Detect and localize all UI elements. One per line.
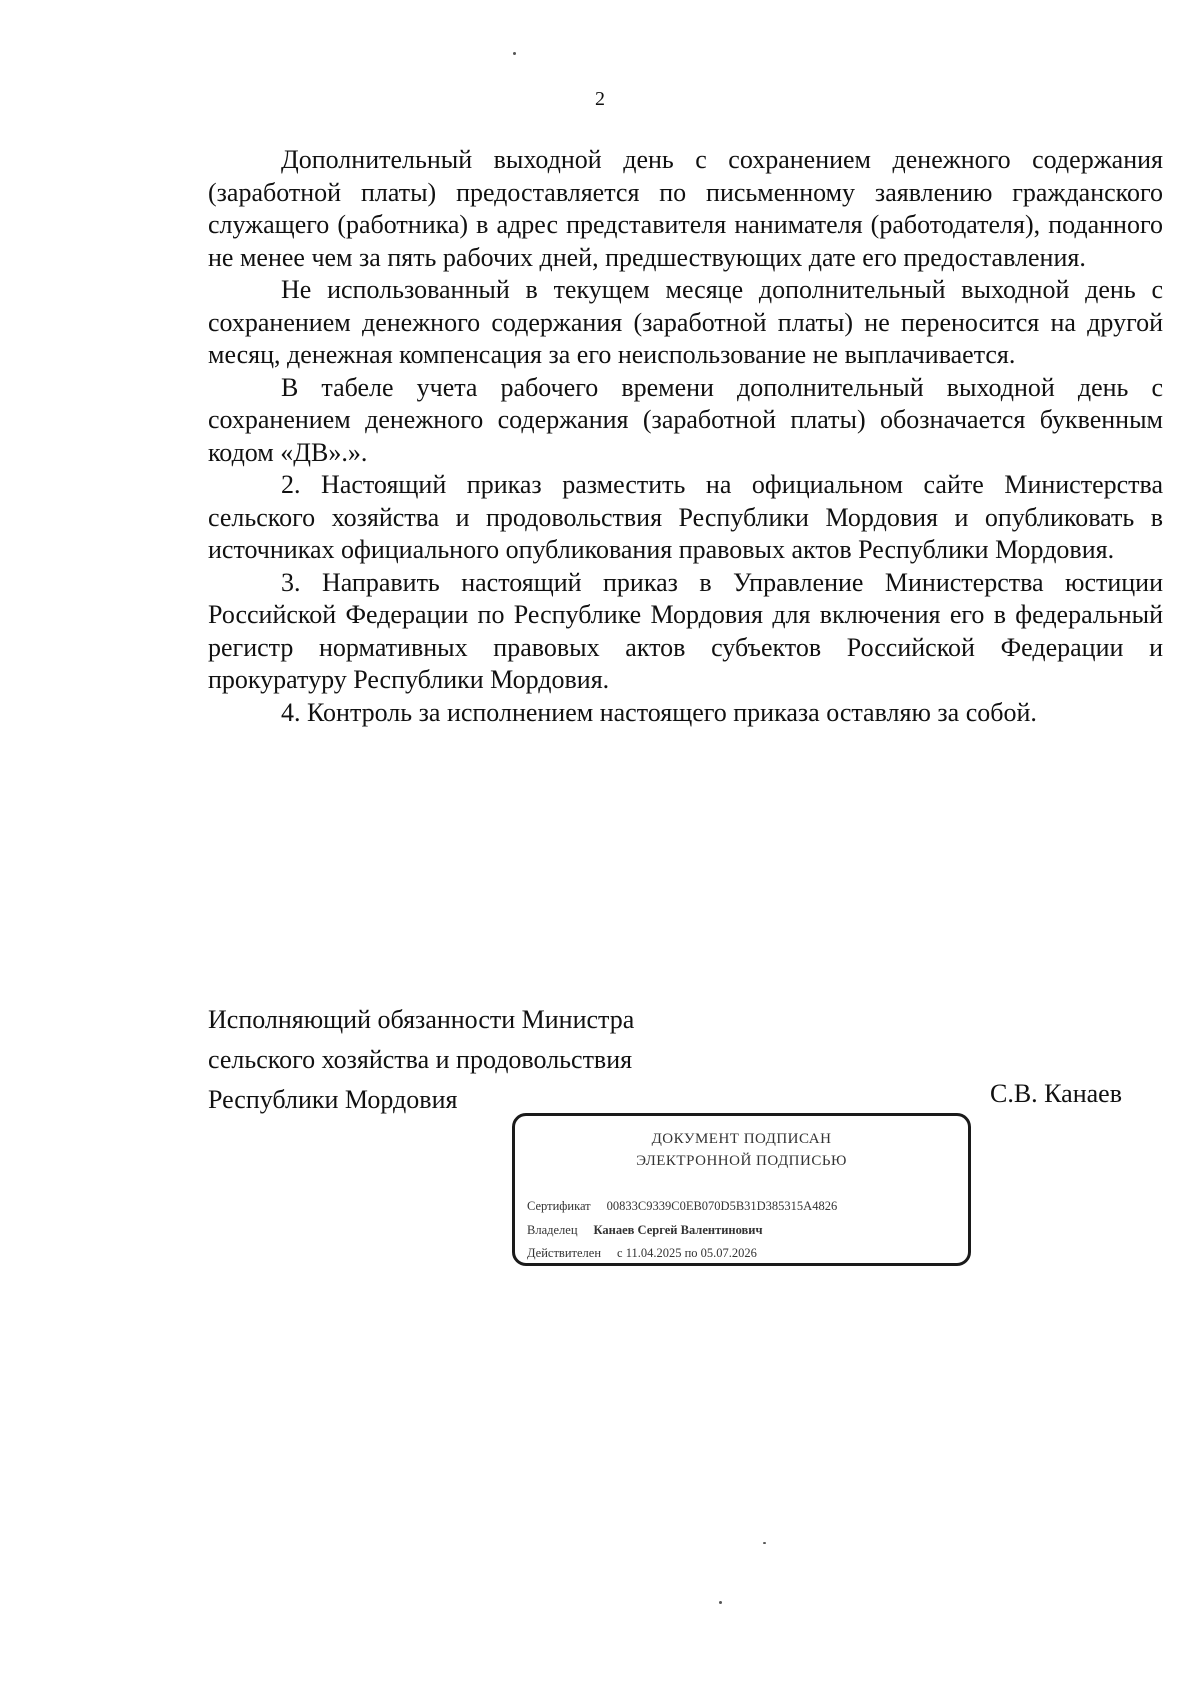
paragraph-extra-day-application: Дополнительный выходной день с сохранением денежного содержания (заработной платы) предоставляется по письменному заявлению гражданского служащего (работника) в адрес представителя нанимателя (работодателя), поданного не менее чем за пять рабочих дней, предшествующих дате его предоставления. [208,145,1163,272]
signatory-position [208,1000,634,1120]
scan-speck [719,1601,722,1604]
stamp-validity-row [527,1246,757,1261]
certificate-label: Сертификат [527,1199,591,1213]
paragraph-unused-day: Не использованный в текущем месяце дополнительный выходной день с сохранением денежного содержания (заработной платы) не переносится на другой месяц, денежная компенсация за его неиспользование не выплачивается. [208,275,1163,369]
certificate-value: 00833C9339C0EB070D5B31D385315A4826 [606,1199,838,1213]
stamp-heading-line: ДОКУМЕНТ ПОДПИСАН [651,1131,832,1147]
validity-label: Действителен [527,1246,602,1260]
page-number: 2 [595,88,605,110]
signatory-position-line: Республики Мордовия [208,1085,458,1114]
signer-name: С.В. Канаев [990,1079,1122,1108]
paragraph-item-4-control: 4. Контроль за исполнением настоящего приказа оставляю за собой. [281,697,1037,727]
paragraph-timesheet-code: В табеле учета рабочего времени дополнительный выходной день с сохранением денежного содержания (заработной платы) обозначается буквенным кодом «ДВ».». [208,372,1163,467]
paragraph-item-3-registration: 3. Направить настоящий приказ в Управление Министерства юстиции Российской Федерации по Республике Мордовия для включения его в федеральный регистр нормативных правовых актов субъектов Российской Федерации и прокуратуру Республики Мордовия. [208,567,1163,694]
owner-label: Владелец [527,1223,578,1237]
document-body [208,144,1163,729]
stamp-heading-line: ЭЛЕКТРОННОЙ ПОДПИСЬЮ [636,1153,847,1169]
scan-speck [763,1542,766,1544]
scan-speck [513,52,516,55]
owner-value: Канаев Сергей Валентинович [593,1223,763,1237]
stamp-certificate-row [527,1199,837,1214]
electronic-signature-stamp [512,1113,971,1266]
validity-value: с 11.04.2025 по 05.07.2026 [617,1246,757,1260]
paragraph-item-2-publication: 2. Настоящий приказ разместить на официальном сайте Министерства сельского хозяйства и продовольствия Республики Мордовия и опубликовать в источниках официального опубликования правовых актов Республики Мордовия. [208,470,1163,564]
stamp-owner-row [527,1223,763,1238]
stamp-heading [515,1128,968,1172]
signatory-position-line: Исполняющий обязанности Министра [208,1005,635,1034]
signatory-position-line: сельского хозяйства и продовольствия [208,1045,633,1074]
